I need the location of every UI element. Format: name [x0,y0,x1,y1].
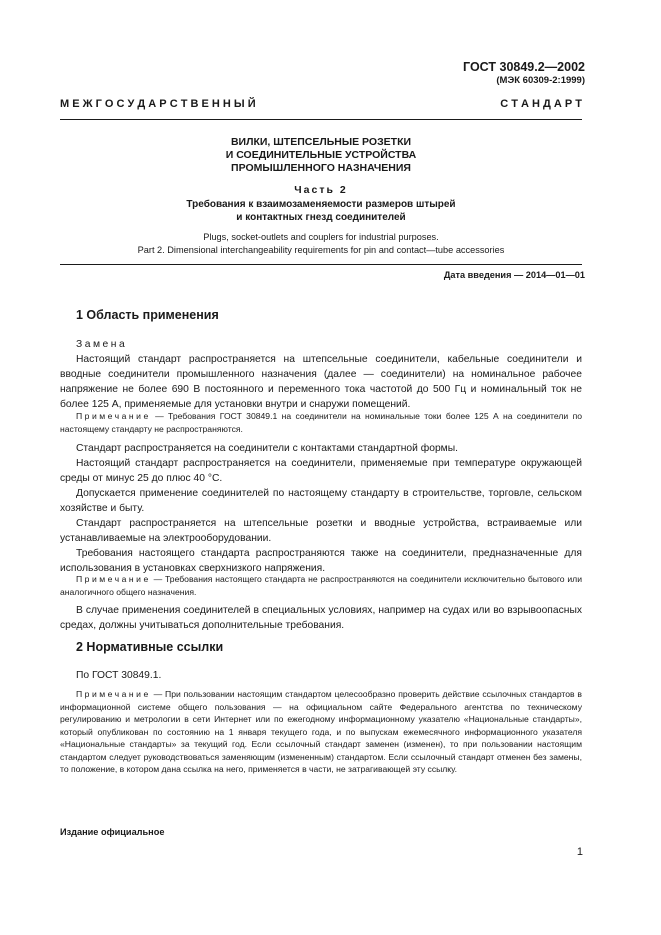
note-label: Примечание [76,411,151,421]
note-label: Примечание [76,574,151,584]
paragraph: Стандарт распространяется на соединители с контактами стандартной формы. [76,443,459,454]
replacement-label: Замена [76,339,128,350]
section-1-heading: 1 Область применения [76,308,219,322]
title-line: И СОЕДИНИТЕЛЬНЫЕ УСТРОЙСТВА [225,149,417,161]
note-1 [60,410,582,435]
section-1-block-b [60,441,582,576]
standard-number: ГОСТ 30849.2—2002 [463,60,585,74]
paragraph: Требования настоящего стандарта распространяются также на соединители, предназначенные для использования в установках сверхнизкого напряжения. [60,548,582,574]
category-word-standard: С Т А Н Д А Р Т [500,98,582,110]
top-rule [60,119,582,120]
note-label: Примечание [76,689,151,699]
note-3 [60,688,582,776]
iec-number: (МЭК 60309-2:1999) [496,75,585,86]
paragraph: Стандарт распространяется на штепсельные розетки и вводные устройства, встраиваемые или устанавливаемые на электрооборудовании. [60,518,582,544]
note-text: — При пользовании настоящим стандартом целесообразно проверить действие ссылочных стандартов в информационной системе общего пользования — на официальном сайте Федерального агентства по техническому регулированию и метрологии в сети Интернет или по ежегодному информационному указателю «Национальные стандарты», который опубликован по состоянию на 1 января текущего года, и по выпускам ежемесячного информационного указателя «Национальные стандарты» за текущий год. Если ссылочный стандарт заменен (изменен), то при пользовании настоящим стандартом следует руководствоваться заменяющим (измененным) стандартом. Если ссылочный стандарт отменен без замены, то положение, в котором дана ссылка на него, применяется в части, не затрагивающей эту ссылку. [60,689,582,774]
part-subtitle [60,198,582,224]
subtitle-line: и контактных гнезд соединителей [236,212,406,223]
paragraph: Настоящий стандарт распространяется на соединители, применяемые при температуре окружающей среды от минус 25 до плюс 40 °С. [60,458,582,484]
paragraph: По ГОСТ 30849.1. [76,670,162,681]
edition-label: Издание официальное [60,827,165,837]
paragraph: Допускается применение соединителей по настоящему стандарту в строительстве, торговле, сельском хозяйстве и быту. [60,488,582,514]
section-1-block-c [60,603,582,633]
section-1-block-a [60,337,582,412]
title-line: ВИЛКИ, ШТЕПСЕЛЬНЫЕ РОЗЕТКИ [230,136,412,148]
category-word-interstate: М Е Ж Г О С У Д А Р С Т В Е Н Н Ы Й [60,98,256,110]
title-rule [60,264,582,265]
page-number: 1 [576,846,583,858]
paragraph: Настоящий стандарт распространяется на штепсельные соединители, кабельные соединители и вводные соединители промышленного назначения (далее — соединители) на номинальное рабочее напряжение не более 690 В постоянного и переменного тока частотой до 500 Гц и номинальный ток не более 125 А, применяемые для установки внутри и снаружи помещений. [60,354,582,410]
english-title-line: Part 2. Dimensional interchangeability requirements for pin and contact—tube accessories [137,244,505,255]
title-line: ПРОМЫШЛЕННОГО НАЗНАЧЕНИЯ [231,162,411,174]
introduction-date: Дата введения — 2014—01—01 [443,270,585,280]
note-text: — Требования настоящего стандарта не распространяются на соединители исключительно бытового или аналогичного общего назначения. [60,574,582,597]
standard-designation [463,60,585,87]
section-2-heading: 2 Нормативные ссылки [76,640,224,654]
english-title-line: Plugs, socket-outlets and couplers for industrial purposes. [203,232,439,242]
section-2-block [60,668,582,683]
document-title [60,136,582,175]
note-2 [60,573,582,598]
english-title [60,231,582,256]
part-label: Часть 2 [294,184,348,196]
note-text: — Требования ГОСТ 30849.1 на соединители на номинальные токи более 125 А на соединители по настоящему стандарту не распространяются. [60,411,582,434]
paragraph: В случае применения соединителей в специальных условиях, например на судах или во взрывоопасных средах, должны учитываться дополнительные требования. [60,605,582,631]
standard-category [60,98,582,110]
subtitle-line: Требования к взаимозаменяемости размеров штырей [186,199,456,210]
